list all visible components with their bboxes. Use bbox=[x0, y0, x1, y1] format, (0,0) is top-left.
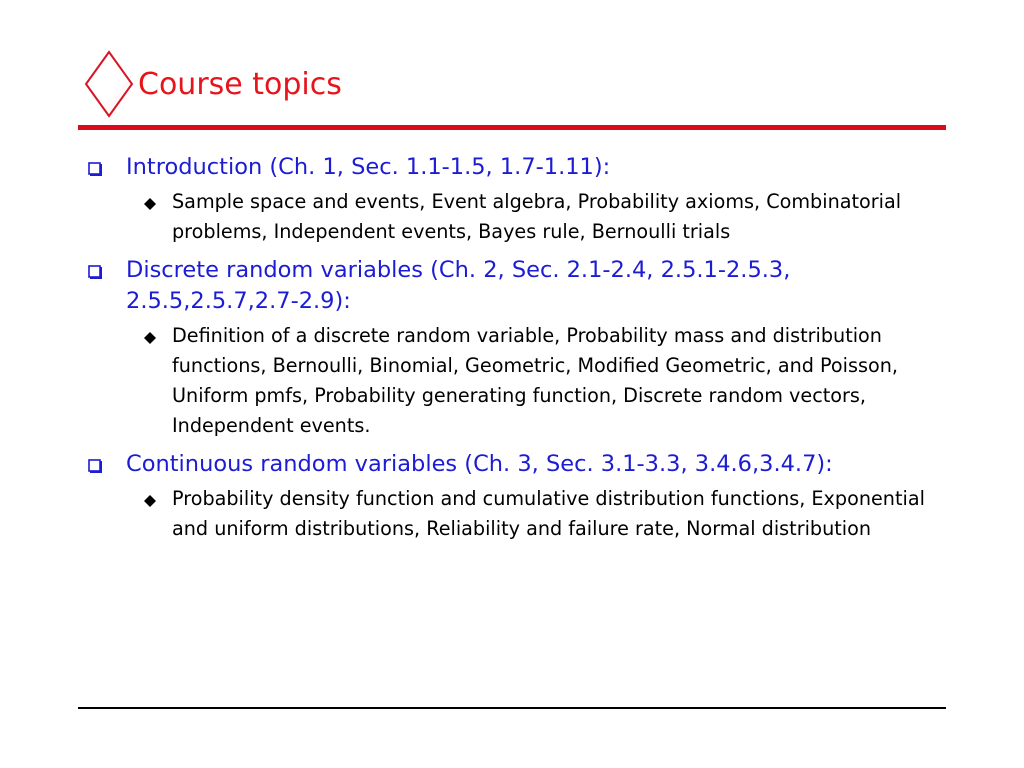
topic-item bbox=[0, 449, 1024, 544]
topic-details bbox=[0, 321, 1024, 441]
topic-details bbox=[0, 484, 1024, 544]
footer-divider bbox=[78, 707, 946, 709]
checkbox-bullet-icon bbox=[88, 162, 103, 177]
diamond-bullet-icon bbox=[142, 493, 158, 509]
page-title: Course topics bbox=[138, 67, 342, 102]
checkbox-bullet-icon bbox=[88, 459, 103, 474]
topic-details-text: Definition of a discrete random variable, Probability mass and distribution functions, Bernoulli, Binomial, Geometric, Modified Geometric, and Poisson, Uniform pmfs, Probability generating function, Discrete random vectors, Independent events. bbox=[172, 324, 898, 437]
topic-details-text: Probability density function and cumulative distribution functions, Exponential and uniform distributions, Reliability and failure rate, Normal distribution bbox=[172, 487, 925, 540]
diamond-logo-icon bbox=[84, 50, 134, 118]
topic-heading: Introduction (Ch. 1, Sec. 1.1-1.5, 1.7-1.11): bbox=[126, 154, 611, 180]
diamond-bullet-icon bbox=[142, 330, 158, 346]
checkbox-bullet-icon bbox=[88, 265, 103, 280]
topic-heading: Continuous random variables (Ch. 3, Sec. 3.1-3.3, 3.4.6,3.4.7): bbox=[126, 451, 833, 477]
topic-list bbox=[0, 152, 1024, 552]
topic-item bbox=[0, 152, 1024, 247]
title-divider bbox=[78, 125, 946, 130]
topic-heading: Discrete random variables (Ch. 2, Sec. 2.1-2.4, 2.5.1-2.5.3, 2.5.5,2.5.7,2.7-2.9): bbox=[126, 257, 791, 314]
diamond-bullet-icon bbox=[142, 196, 158, 212]
topic-details bbox=[0, 187, 1024, 247]
topic-item bbox=[0, 255, 1024, 441]
topic-details-text: Sample space and events, Event algebra, Probability axioms, Combinatorial problems, Independent events, Bayes rule, Bernoulli trials bbox=[172, 190, 902, 243]
